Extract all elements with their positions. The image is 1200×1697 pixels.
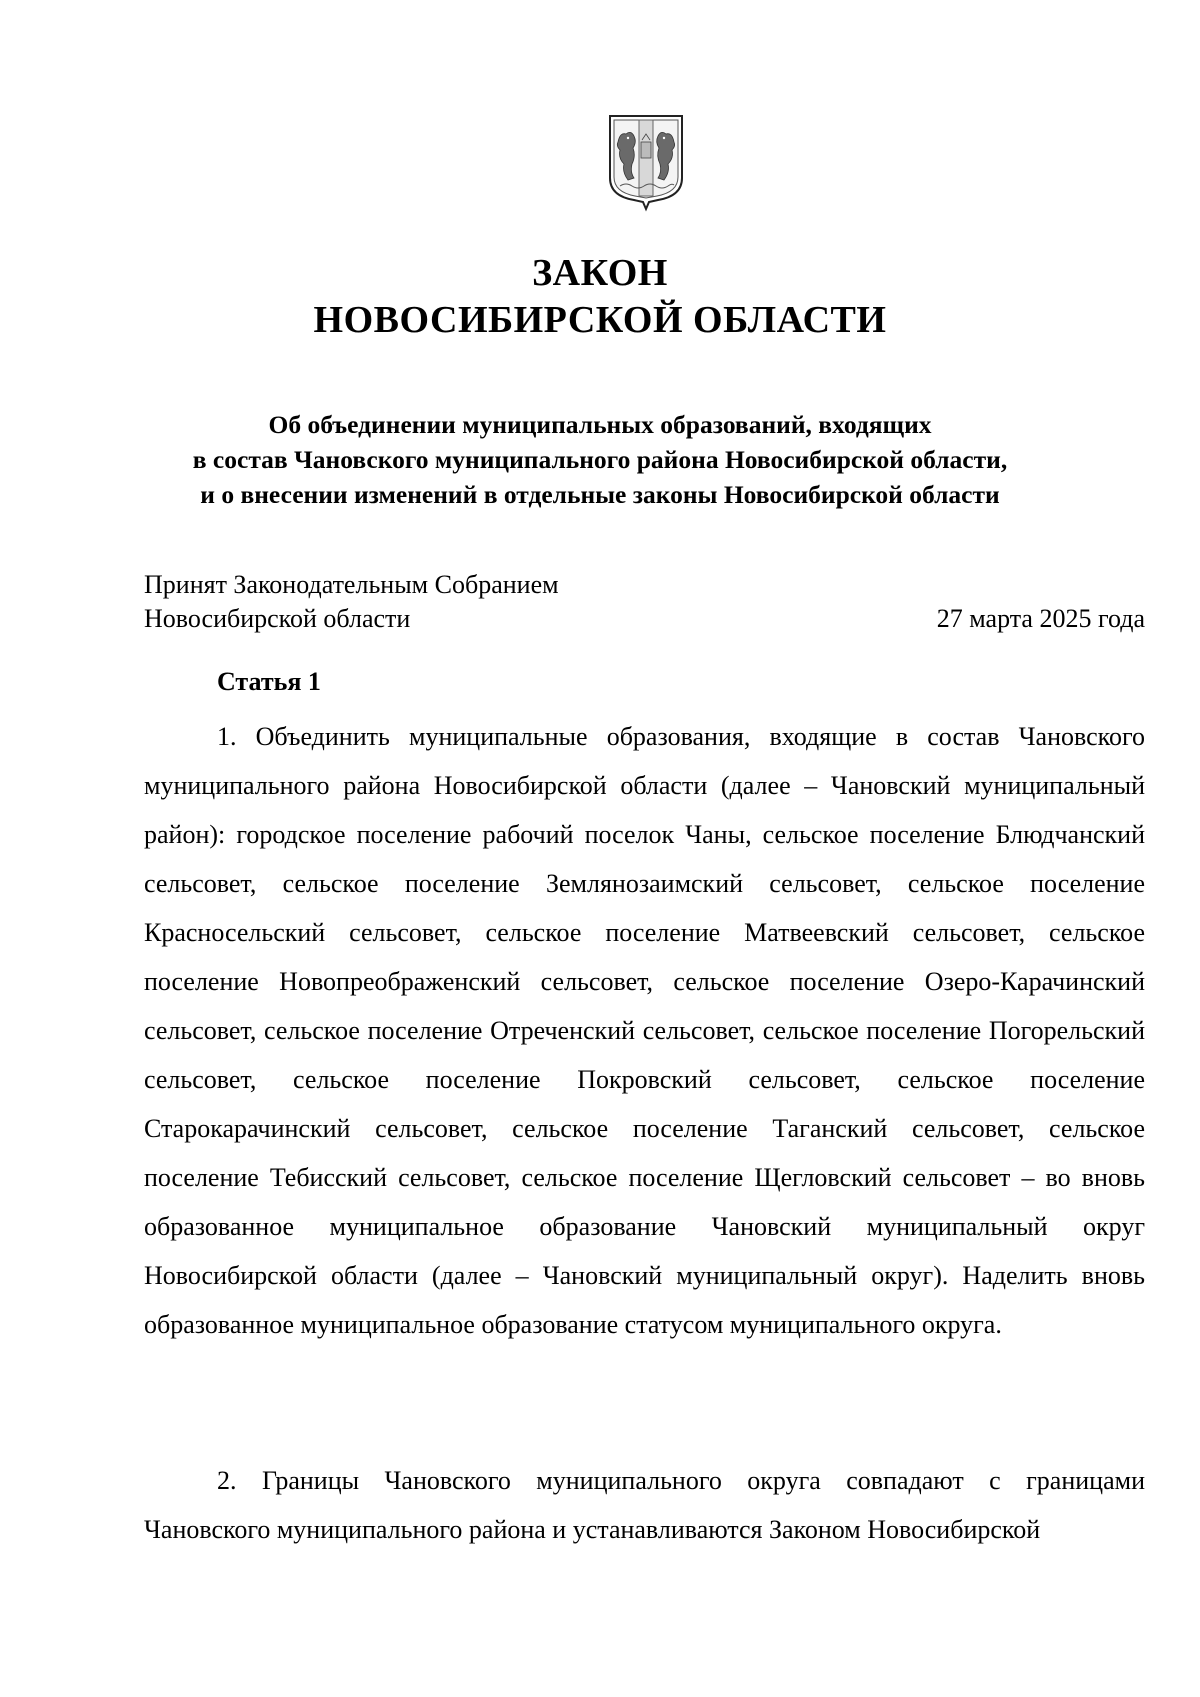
law-subject-line: в состав Чановского муниципального района Новосибирской области, [192, 445, 1008, 474]
article-heading: Статья 1 [217, 667, 321, 696]
adoption-statement [144, 568, 559, 636]
law-subject-heading [140, 407, 1060, 512]
law-subject-line: и о внесении изменений в отдельные законы Новосибирской области [200, 480, 1000, 509]
law-title: ЗАКОН [532, 252, 668, 294]
novosibirsk-coat-of-arms-icon [606, 112, 686, 212]
adoption-line: Новосибирской области [144, 604, 411, 633]
article-paragraph-2: 2. Границы Чановского муниципального округа совпадают с границами Чановского муниципального района и устанавливаются Законом Новосибирской [144, 1466, 1145, 1544]
law-region-title: НОВОСИБИРСКОЙ ОБЛАСТИ [313, 299, 887, 341]
adoption-date: 27 марта 2025 года [936, 604, 1145, 633]
adoption-line: Принят Законодательным Собранием [144, 570, 559, 599]
law-subject-line: Об объединении муниципальных образований, входящих [268, 410, 932, 439]
article-paragraph-1: 1. Объединить муниципальные образования, входящие в состав Чановского муниципального района Новосибирской области (далее – Чановский муниципальный район): городское поселение рабочий поселок Чаны, сельское поселение Блюдчанский сельсовет, сельское поселение Землянозаимский сельсовет, сельское поселение Красносельский сельсовет, сельское поселение Матвеевский сельсовет, сельское поселение Новопреображенский сельсовет, сельское поселение Озеро-Карачинский сельсовет, сельское поселение Отреченский сельсовет, сельское поселение Погорельский сельсовет, сельское поселение Покровский сельсовет, сельское поселение Старокарачинский сельсовет, сельское поселение Таганский сельсовет, сельское поселение Тебисский сельсовет, сельское поселение Щегловский сельсовет – во вновь образованное муниципальное образование Чановский муниципальный округ Новосибирской области (далее – Чановский муниципальный округ). Наделить вновь образованное муниципальное образование статусом муниципального округа. [144, 722, 1145, 1339]
